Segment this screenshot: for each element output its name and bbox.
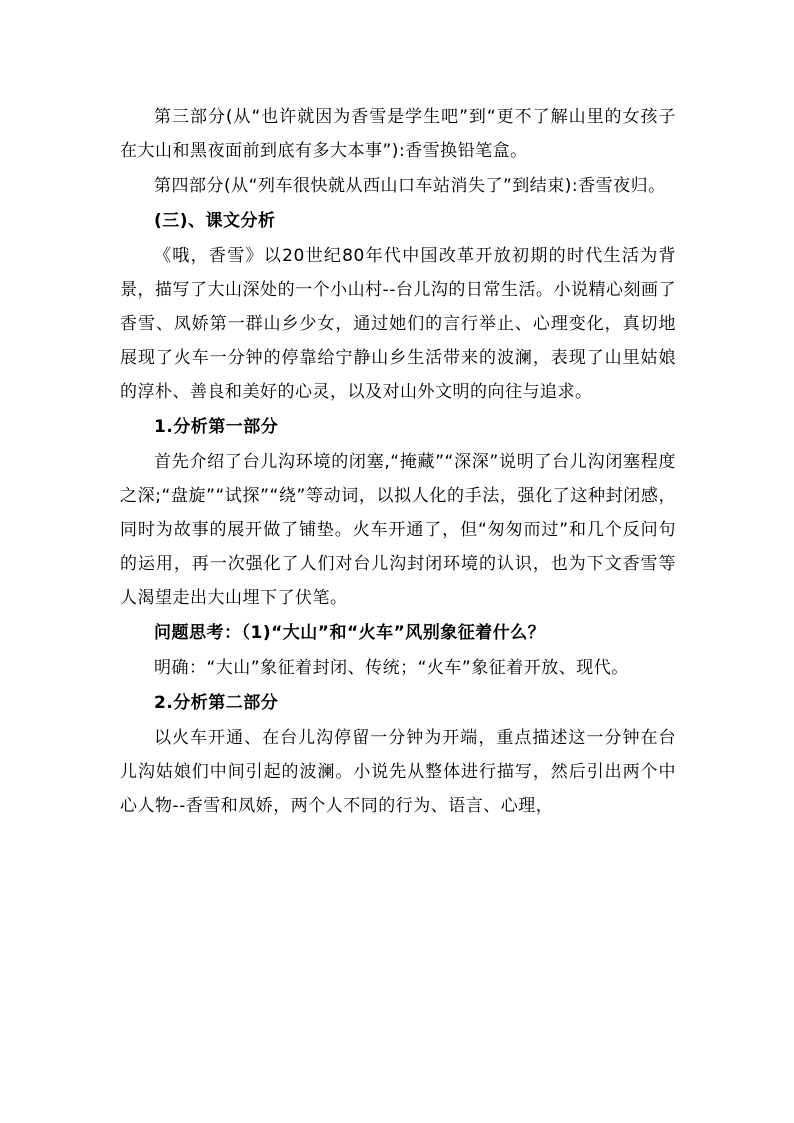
paragraph-part-two-analysis: 以火车开通、在台儿沟停留一分钟为开端，重点描述这一分钟在台儿沟姑娘们中间引起的波澜。小说先从整体进行描写，然后引出两个中心人物--香雪和凤娇，两个人不同的行为、语言、心理， <box>120 728 676 816</box>
document-body <box>120 100 676 823</box>
answer-clarify: 明确：“大山”象征着封闭、传统；“火车”象征着开放、现代。 <box>154 658 629 678</box>
heading-analysis-part-two: 2.分析第二部分 <box>154 693 279 713</box>
paragraph-part-three: 第三部分(从“也许就因为香雪是学生吧”到“更不了解山里的女孩子在大山和黑夜面前到底有多大本事”):香雪换铅笔盒。 <box>120 107 676 161</box>
heading-text-analysis: (三)、课文分析 <box>154 211 276 231</box>
paragraph-part-four: 第四部分(从“列车很快就从西山口车站消失了”到结束):香雪夜归。 <box>154 176 666 196</box>
heading-analysis-part-one: 1.分析第一部分 <box>154 417 279 437</box>
paragraph-part-one-analysis: 首先介绍了台儿沟环境的闭塞,“掩藏”“深深”说明了台儿沟闭塞程度之深;“盘旋”“试探”“绕”等动词，以拟人化的手法，强化了这种封闭感，同时为故事的展开做了铺垫。火车开通了，但“匆匆而过”和几个反问句的运用，再一次强化了人们对台儿沟封闭环境的认识，也为下文香雪等人渴望走出大山埋下了伏笔。 <box>120 452 676 608</box>
paragraph-overview: 《哦，香雪》以20世纪80年代中国改革开放初期的时代生活为背景，描写了大山深处的一个小山村--台儿沟的日常生活。小说精心刻画了香雪、凤娇第一群山乡少女，通过她们的言行举止、心理变化，真切地展现了火车一分钟的停靠给宁静山乡生活带来的波澜，表现了山里姑娘的淳朴、善良和美好的心灵，以及对山外文明的向往与追求。 <box>120 246 676 402</box>
question-think: 问题思考：（1)“大山”和“火车”风别象征着什么？ <box>154 623 546 643</box>
